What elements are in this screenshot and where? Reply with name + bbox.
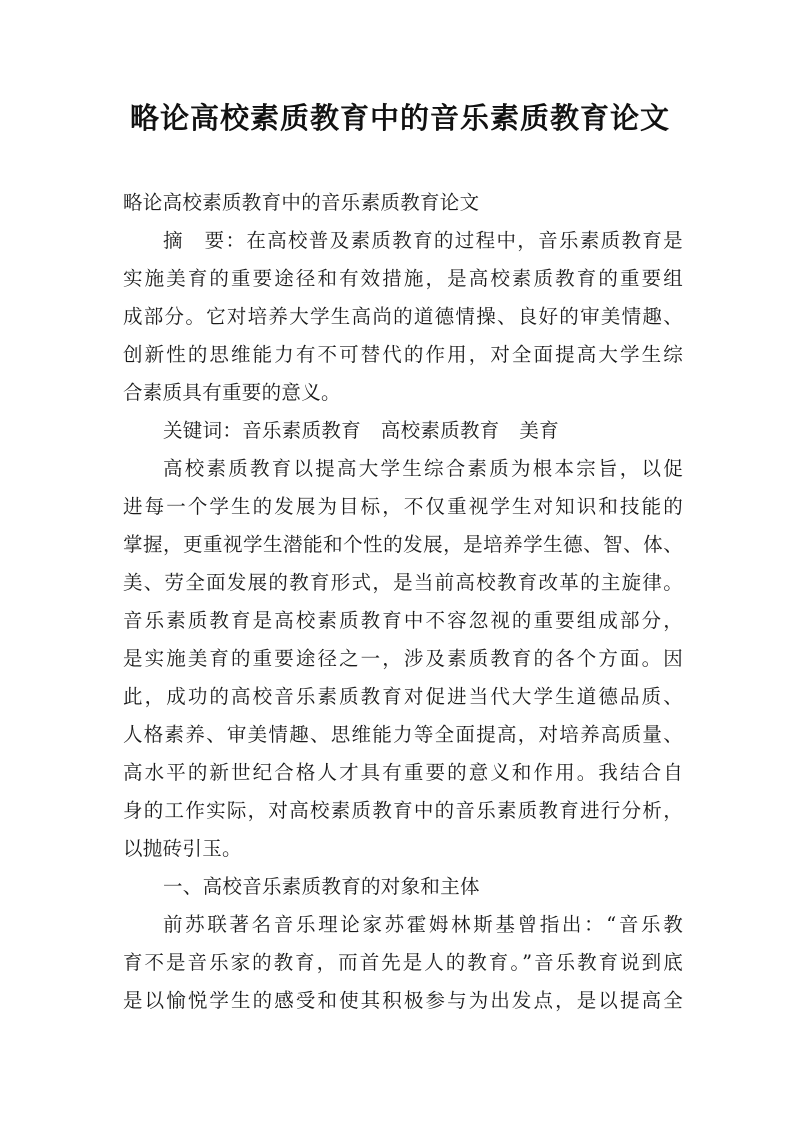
body-line: 人格素养、审美情趣、思维能力等全面提高，对培养高质量、 <box>123 723 683 746</box>
body-line: 略论高校素质教育中的音乐素质教育论文 <box>123 191 480 214</box>
body-line: 进每一个学生的发展为目标，不仅重视学生对知识和技能的 <box>123 495 683 518</box>
body-line: 是实施美育的重要途径之一，涉及素质教育的各个方面。因 <box>123 647 683 670</box>
body-line: 创新性的思维能力有不可替代的作用，对全面提高大学生综 <box>123 343 683 366</box>
body-line: 摘 要：在高校普及素质教育的过程中，音乐素质教育是 <box>163 229 683 252</box>
body-line: 掌握，更重视学生潜能和个性的发展，是培养学生德、智、体、 <box>123 533 683 556</box>
body-line: 音乐素质教育是高校素质教育中不容忽视的重要组成部分， <box>123 609 683 632</box>
body-line: 一、高校音乐素质教育的对象和主体 <box>163 875 480 898</box>
body-line: 是以愉悦学生的感受和使其积极参与为出发点，是以提高全 <box>123 989 683 1012</box>
body-line: 以抛砖引玉。 <box>123 837 242 860</box>
body-line: 合素质具有重要的意义。 <box>123 381 341 404</box>
body-line: 身的工作实际，对高校素质教育中的音乐素质教育进行分析， <box>123 799 683 822</box>
body-line: 高校素质教育以提高大学生综合素质为根本宗旨，以促 <box>163 457 683 480</box>
body-line: 高水平的新世纪合格人才具有重要的意义和作用。我结合自 <box>123 761 683 784</box>
body-line: 美、劳全面发展的教育形式，是当前高校教育改革的主旋律。 <box>123 571 683 594</box>
body-line: 育不是音乐家的教育，而首先是人的教育。”音乐教育说到底 <box>123 951 683 974</box>
body-line: 成部分。它对培养大学生高尚的道德情操、良好的审美情趣、 <box>123 305 683 328</box>
document-title: 略论高校素质教育中的音乐素质教育论文 <box>129 101 670 135</box>
body-line: 实施美育的重要途径和有效措施，是高校素质教育的重要组 <box>123 267 683 290</box>
body-line: 此，成功的高校音乐素质教育对促进当代大学生道德品质、 <box>123 685 683 708</box>
body-line: 前苏联著名音乐理论家苏霍姆林斯基曾指出：“音乐教 <box>163 913 683 936</box>
document-body <box>123 184 683 1020</box>
body-line: 关键词：音乐素质教育 高校素质教育 美育 <box>163 419 560 442</box>
